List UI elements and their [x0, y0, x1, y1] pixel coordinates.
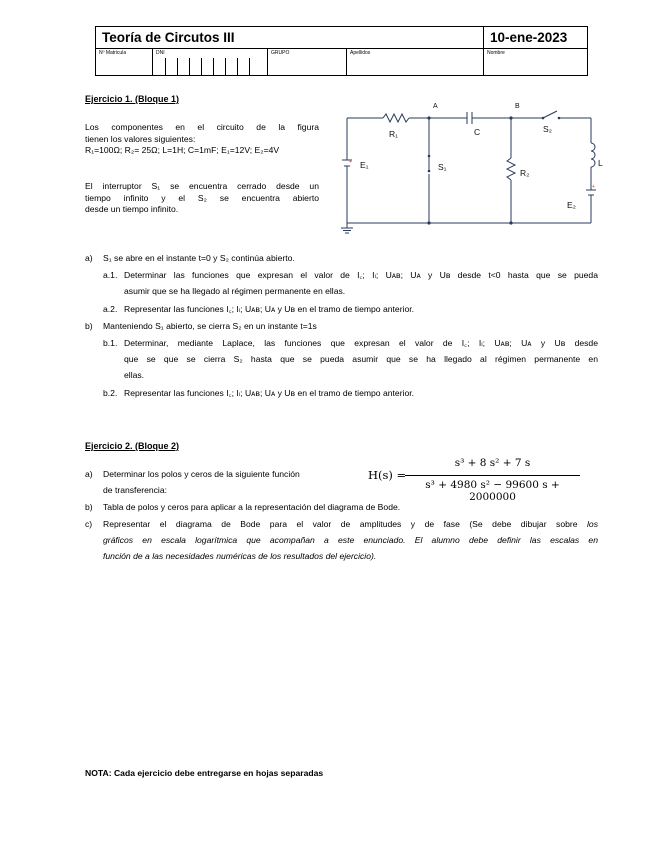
svg-text:E₂: E₂: [567, 200, 576, 210]
node-b: [509, 116, 512, 119]
ex2-a-marker: a): [85, 469, 93, 479]
exam-date: 10-ene-2023: [484, 27, 588, 49]
item-b2-text: Representar las funciones I꜀; Iₗ; Uᴀʙ; Uᴀ y Uʙ en el tramo de tiempo anterior.: [124, 388, 415, 398]
ex2-c-marker: c): [85, 519, 93, 529]
course-title: Teoría de Circutos III: [96, 27, 484, 49]
item-b-text: Manteniendo S₁ abierto, se cierra S₂ en un instante t=1s: [103, 321, 317, 331]
exam-header: [95, 26, 588, 76]
ex1-heading: Ejercicio 1. (Bloque 1): [85, 94, 180, 104]
item-a-text: S₁ se abre en el instante t=0 y S₂ continúa abierto.: [103, 253, 295, 263]
inductor-l: [591, 143, 595, 167]
ex2-c-text: Representar el diagrama de Bode para el valor de amplitudes y de fase (Se debe dibujar sobre los gráficos en escala logarítmica que acompañan a este enunciado. El alumno debe definir las escalas en función de a las necesidades numéricas de los resultados del ejercicio).: [103, 519, 599, 561]
item-a2-text: Representar las funciones I꜀; Iₗ; Uᴀʙ; Uᴀ y Uʙ en el tramo de tiempo anterior.: [124, 304, 415, 314]
svg-text:R₁: R₁: [389, 129, 399, 139]
item-a2-marker: a.2.: [103, 304, 118, 314]
component-values: R₁=100Ω; R₂= 25Ω; L=1H; C=1mF; E₁=12V; E₂=4V: [85, 145, 280, 155]
ex1-intro: Los componentes en el circuito de la figura tienen los valores siguientes: R₁=100Ω; R₂= 25Ω; L=1H; C=1mF; E₁=12V; E₂=4V: [85, 122, 319, 155]
ex2-b-text: Tabla de polos y ceros para aplicar a la representación del diagrama de Bode.: [103, 502, 401, 512]
ex2-a-text: Determinar los polos y ceros de la siguiente función de transferencia:: [103, 469, 300, 495]
ex2-heading: Ejercicio 2. (Bloque 2): [85, 441, 180, 451]
item-a1-marker: a.1.: [103, 270, 118, 280]
field-grupo: GRUPO: [268, 49, 347, 76]
svg-text:S₂: S₂: [543, 124, 552, 134]
submission-note: NOTA: Cada ejercicio debe entregarse en hojas separadas: [85, 768, 324, 778]
svg-text:A: A: [433, 103, 438, 110]
circuit-diagram: [335, 98, 610, 238]
svg-text:R₂: R₂: [520, 168, 530, 178]
formula-denominator: s³ + 4980 s² − 99600 s + 2000000: [425, 479, 560, 503]
svg-text:S₁: S₁: [438, 162, 447, 172]
svg-text:+: +: [592, 184, 595, 190]
resistor-r1: [383, 114, 409, 122]
svg-text:E₁: E₁: [360, 160, 369, 170]
node-a: [427, 116, 430, 119]
field-nombre: Nombre: [487, 50, 505, 56]
svg-text:L: L: [598, 158, 603, 168]
field-matricula: Nº Matricula: [96, 49, 153, 76]
fraction-bar: [405, 475, 580, 476]
field-dni: DNI: [153, 49, 268, 76]
item-b2-marker: b.2.: [103, 388, 118, 398]
resistor-r2: [507, 158, 515, 180]
item-b1-text: Determinar, mediante Laplace, las funciones que expresan el valor de I꜀; Iₗ; Uᴀʙ; Uᴀ y Uʙ desde que se que se cierra S₂ hasta que se pueda asumir que se ha llegado al régimen permanente en ellas.: [124, 338, 598, 380]
ex1-switch-state: El interruptor S₁ se encuentra cerrado desde un tiempo infinito y el S₂ se encuentra abierto desde un tiempo infinito.: [85, 181, 319, 214]
item-a-marker: a): [85, 253, 93, 263]
svg-text:+: +: [349, 159, 352, 165]
svg-text:C: C: [474, 127, 481, 137]
switch-s2: [543, 111, 557, 118]
formula-numerator: s³ + 8 s² + 7 s: [454, 457, 531, 469]
svg-text:B: B: [515, 103, 520, 110]
item-a1-text: Determinar las funciones que expresan el valor de I꜀; Iₗ; Uᴀʙ; Uᴀ y Uʙ desde t<0 hasta que se pueda asumir que se ha llegado al régimen permanente en ellas.: [124, 270, 598, 296]
formula-lhs: H(s) =: [368, 468, 407, 482]
item-b-marker: b): [85, 321, 93, 331]
item-b1-marker: b.1.: [103, 338, 118, 348]
field-apellidos: Apellidos: [347, 49, 484, 76]
ex2-b-marker: b): [85, 502, 93, 512]
